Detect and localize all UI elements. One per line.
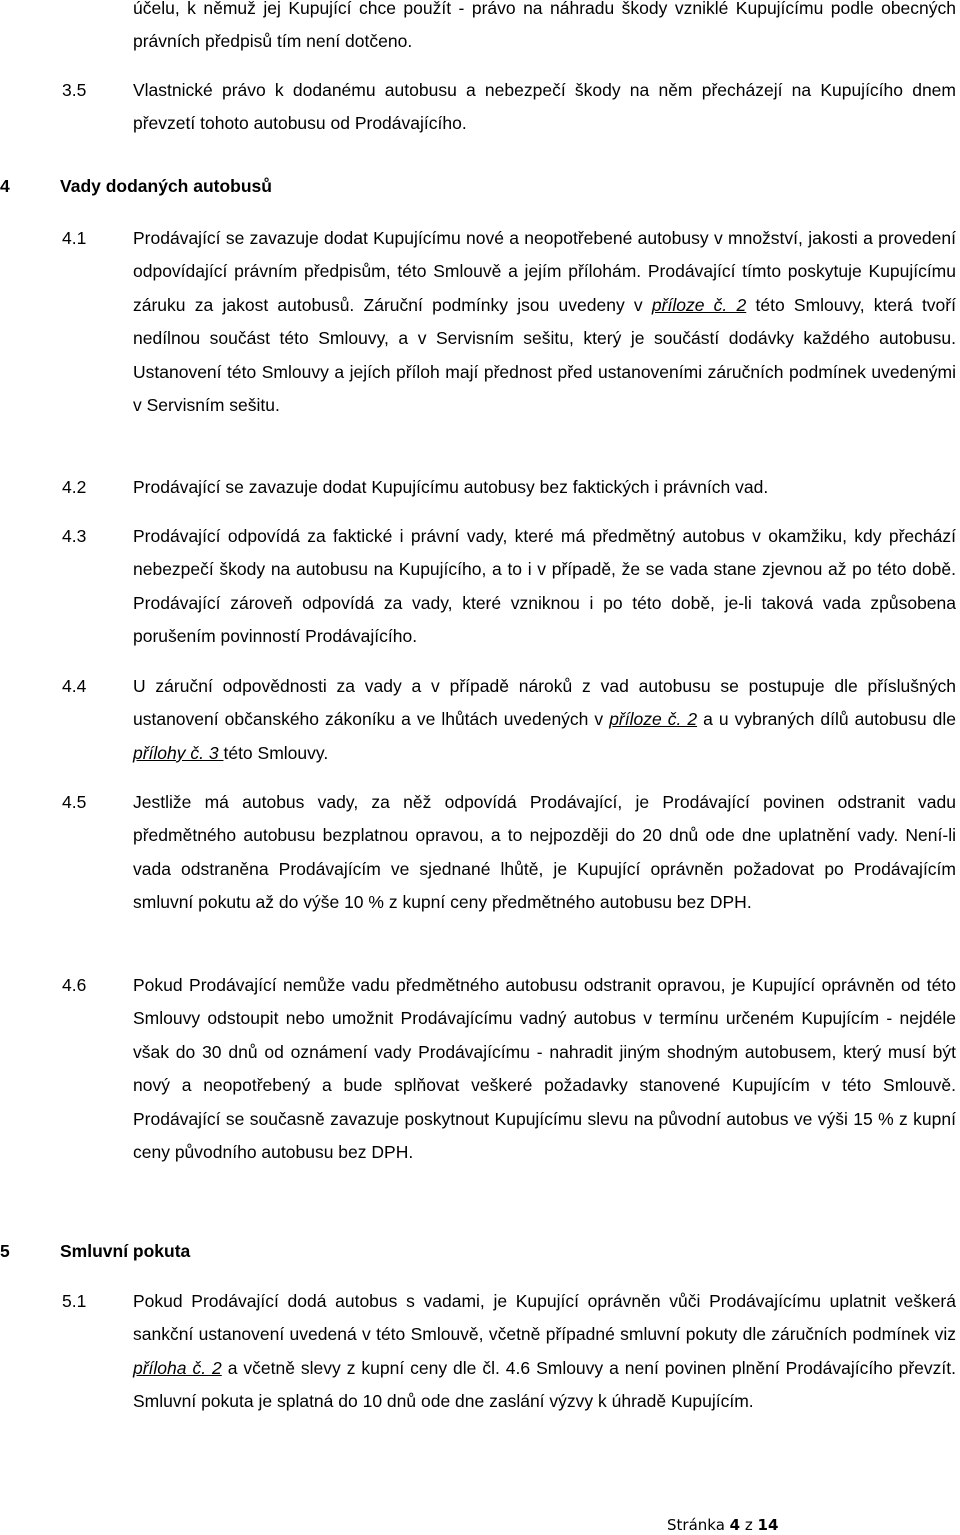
section-5-title: Smluvní pokuta [60, 1241, 191, 1261]
annex-2-reference: příloze č. 2 [651, 294, 747, 315]
section-4-heading [0, 170, 272, 203]
annex-2-reference: příloha č. 2 [133, 1357, 222, 1378]
clause-4-4-text-a: U záruční odpovědnosti za vady a v případě nároků z vad autobusu se postupuje dle příslušných ustanovení občanského zákoníku a ve lhůtách uvedených v [133, 676, 956, 730]
clause-number-5-1: 5.1 [62, 1291, 87, 1311]
clause-number-4-6: 4.6 [62, 975, 87, 995]
total-page-count: 14 [757, 1516, 779, 1534]
current-page-number: 4 [729, 1516, 741, 1534]
section-4-number: 4 [0, 176, 10, 196]
clause-5-1-text-b: a včetně slevy z kupní ceny dle čl. 4.6 Smlouvy a není povinen plnění Prodávajícího převzít. Smluvní pokuta je splatná do 10 dnů ode dne zaslání výzvy k úhradě Kupujícím. [133, 1357, 956, 1412]
clause-number-4-2: 4.2 [62, 477, 87, 497]
section-5-heading [0, 1235, 190, 1268]
clause-5-1-text-a: Pokud Prodávající dodá autobus s vadami, je Kupující oprávněn vůči Prodávajícímu uplatnit veškerá sankční ustanovení uvedená v této Smlouvě, včetně případné smluvní pokuty dle záručních podmínek viz [133, 1291, 956, 1345]
annex-3-reference: přílohy č. 3 [133, 742, 224, 763]
page-separator: z [744, 1516, 753, 1534]
continuation-paragraph: účelu, k němuž jej Kupující chce použít - právo na náhradu škody vzniklé Kupujícímu podle obecných právních předpisů tím není dotčeno. [133, 0, 956, 52]
clause-4-5-text: Jestliže má autobus vady, za něž odpovídá Prodávající, je Prodávající povinen odstranit vadu předmětného autobusu bezplatnou opravou, a to nejpozději do 20 dnů ode dne uplatnění vady. Není-li vada odstraněna Prodávajícím ve sjednané lhůtě, je Kupující oprávněn požadovat po Prodávajícím smluvní pokutu až do výše 10 % z kupní ceny předmětného autobusu bez DPH. [133, 792, 956, 913]
clause-4-4-text-c: této Smlouvy. [223, 742, 329, 763]
clause-3-5-text: Vlastnické právo k dodanému autobusu a nebezpečí škody na něm přecházejí na Kupujícího dnem převzetí tohoto autobusu od Prodávajícího. [133, 80, 956, 134]
annex-2-reference: příloze č. 2 [609, 709, 698, 730]
page-footer [667, 1515, 778, 1535]
clause-4-1-text-b: této Smlouvy, která tvoří nedílnou součást této Smlouvy, a v Servisním sešitu, který je součástí dodávky každého autobusu. Ustanovení této Smlouvy a jejích příloh mají přednost před ustanoveními záručních podmínek uvedenými v Servisním sešitu. [133, 294, 956, 416]
clause-4-4-text [133, 670, 956, 770]
page-label: Stránka [667, 1516, 725, 1534]
clause-4-2-text: Prodávající se zavazuje dodat Kupujícímu autobusy bez faktických i právních vad. [133, 477, 769, 497]
section-4-title: Vady dodaných autobusů [60, 176, 272, 196]
clause-4-6-text: Pokud Prodávající nemůže vadu předmětného autobusu odstranit opravou, je Kupující oprávněn od této Smlouvy odstoupit nebo umožnit Prodávajícímu vadný autobus v termínu určeném Kupujícím - nejdéle však do 30 dnů od oznámení vady Prodávajícímu - nahradit jiným shodným autobusem, který musí být nový a neopotřebený a bude splňovat veškeré požadavky stanovené Kupujícím v této Smlouvě. Prodávající se současně zavazuje poskytnout Kupujícímu slevu na původní autobus ve výši 15 % z kupní ceny původního autobusu bez DPH. [133, 975, 956, 1163]
clause-number-4-4: 4.4 [62, 676, 87, 696]
clause-4-1-text-a: Prodávající se zavazuje dodat Kupujícímu nové a neopotřebené autobusy v množství, jakosti a provedení odpovídající právním předpisům, této Smlouvě a jejím přílohám. Prodávající tímto poskytuje Kupujícímu záruku za jakost autobusů. Záruční podmínky jsou uvedeny v [133, 228, 956, 315]
clause-number-4-3: 4.3 [62, 526, 87, 546]
section-5-number: 5 [0, 1241, 10, 1261]
clause-4-4-text-b: a u vybraných dílů autobusu dle [697, 709, 956, 730]
clause-5-1-text [133, 1285, 956, 1419]
clause-number-4-5: 4.5 [62, 792, 87, 812]
clause-4-3-text: Prodávající odpovídá za faktické i právní vady, které má předmětný autobus v okamžiku, kdy přechází nebezpečí škody na autobusu na Kupujícího, a to i v případě, že se vada stane zjevnou až po této době. Prodávající zároveň odpovídá za vady, které vzniknou i po této době, je-li taková vada způsobena porušením povinností Prodávajícího. [133, 526, 956, 647]
clause-4-1-text [133, 222, 956, 422]
clause-number-4-1: 4.1 [62, 228, 87, 248]
clause-number-3-5: 3.5 [62, 80, 87, 100]
